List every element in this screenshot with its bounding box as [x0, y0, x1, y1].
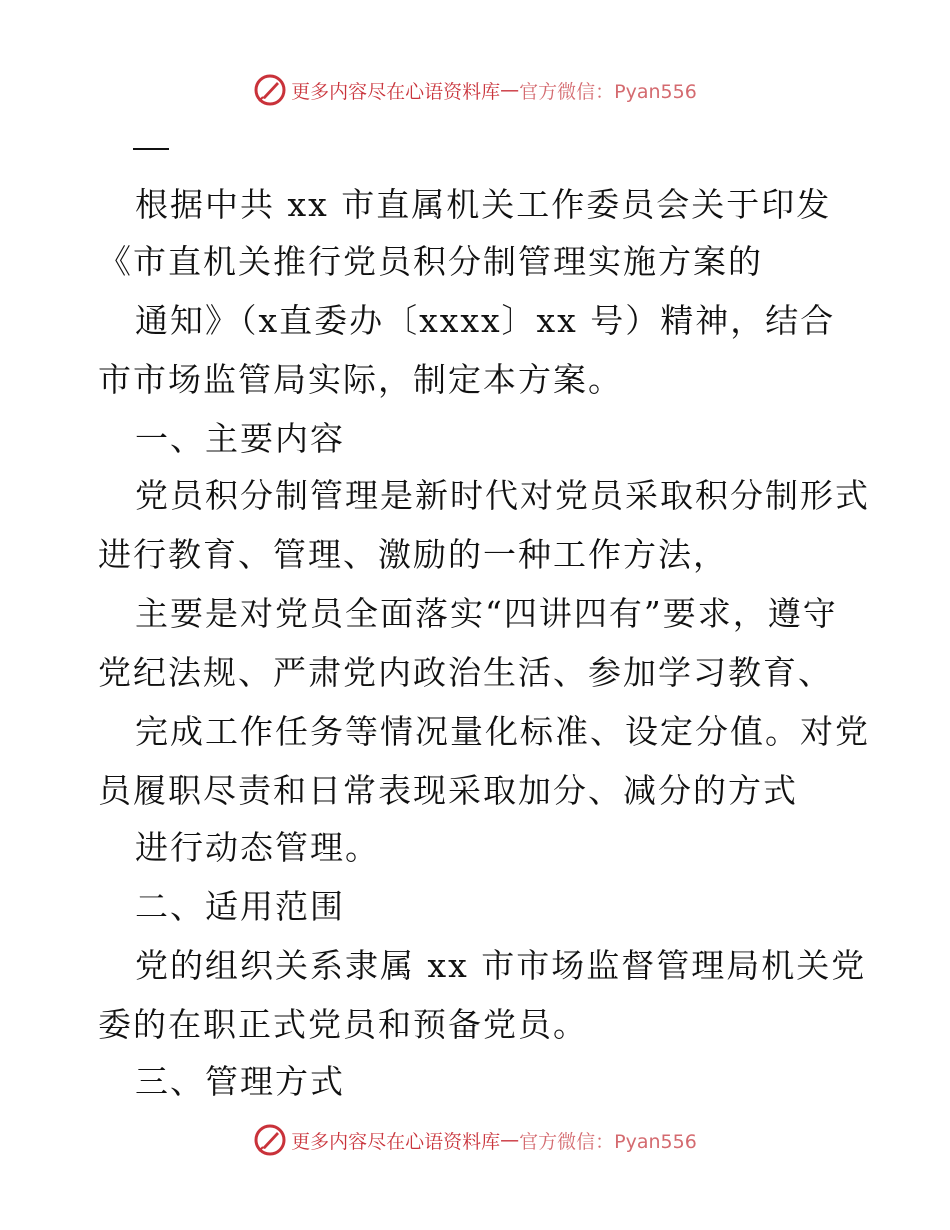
doc-line: 完成工作任务等情况量化标准、设定分值。对党 [135, 712, 870, 751]
doc-line: 主要是对党员全面落实“四讲四有”要求，遵守 [135, 594, 838, 633]
footer-watermark [0, 1120, 950, 1160]
doc-line: 党纪法规、严肃党内政治生活、参加学习教育、 [98, 653, 833, 692]
divider-dash [133, 148, 169, 150]
watermark-separator: — [500, 1129, 520, 1151]
feather-pen-logo-icon [253, 73, 287, 107]
watermark-separator: — [500, 79, 520, 101]
feather-pen-logo-icon [253, 1123, 287, 1157]
doc-line: 进行动态管理。 [135, 828, 380, 867]
doc-line: 《市直机关推行党员积分制管理实施方案的 [98, 242, 763, 281]
section-heading: 三、管理方式 [135, 1062, 345, 1101]
doc-line: 进行教育、管理、激励的一种工作方法， [98, 535, 728, 574]
doc-line: 市市场监管局实际，制定本方案。 [98, 360, 623, 399]
watermark-wechat: 官方微信：Pyan556 [519, 80, 697, 103]
header-watermark [0, 70, 950, 110]
doc-line: 党员积分制管理是新时代对党员采取积分制形式 [135, 476, 870, 515]
doc-line: 通知》（x直委办〔xxxx〕xx 号）精神，结合 [135, 301, 836, 340]
doc-line: 员履职尽责和日常表现采取加分、减分的方式 [98, 771, 798, 810]
watermark-text: 更多内容尽在心语资料库 [291, 80, 501, 103]
doc-line: 根据中共 xx 市直属机关工作委员会关于印发 [135, 185, 832, 224]
section-heading: 二、适用范围 [135, 887, 345, 926]
doc-line: 党的组织关系隶属 xx 市市场监督管理局机关党 [135, 946, 867, 985]
watermark-text: 更多内容尽在心语资料库 [291, 1130, 501, 1153]
doc-line: 委的在职正式党员和预备党员。 [98, 1005, 588, 1044]
watermark-wechat: 官方微信：Pyan556 [519, 1130, 697, 1153]
section-heading: 一、主要内容 [135, 419, 345, 458]
